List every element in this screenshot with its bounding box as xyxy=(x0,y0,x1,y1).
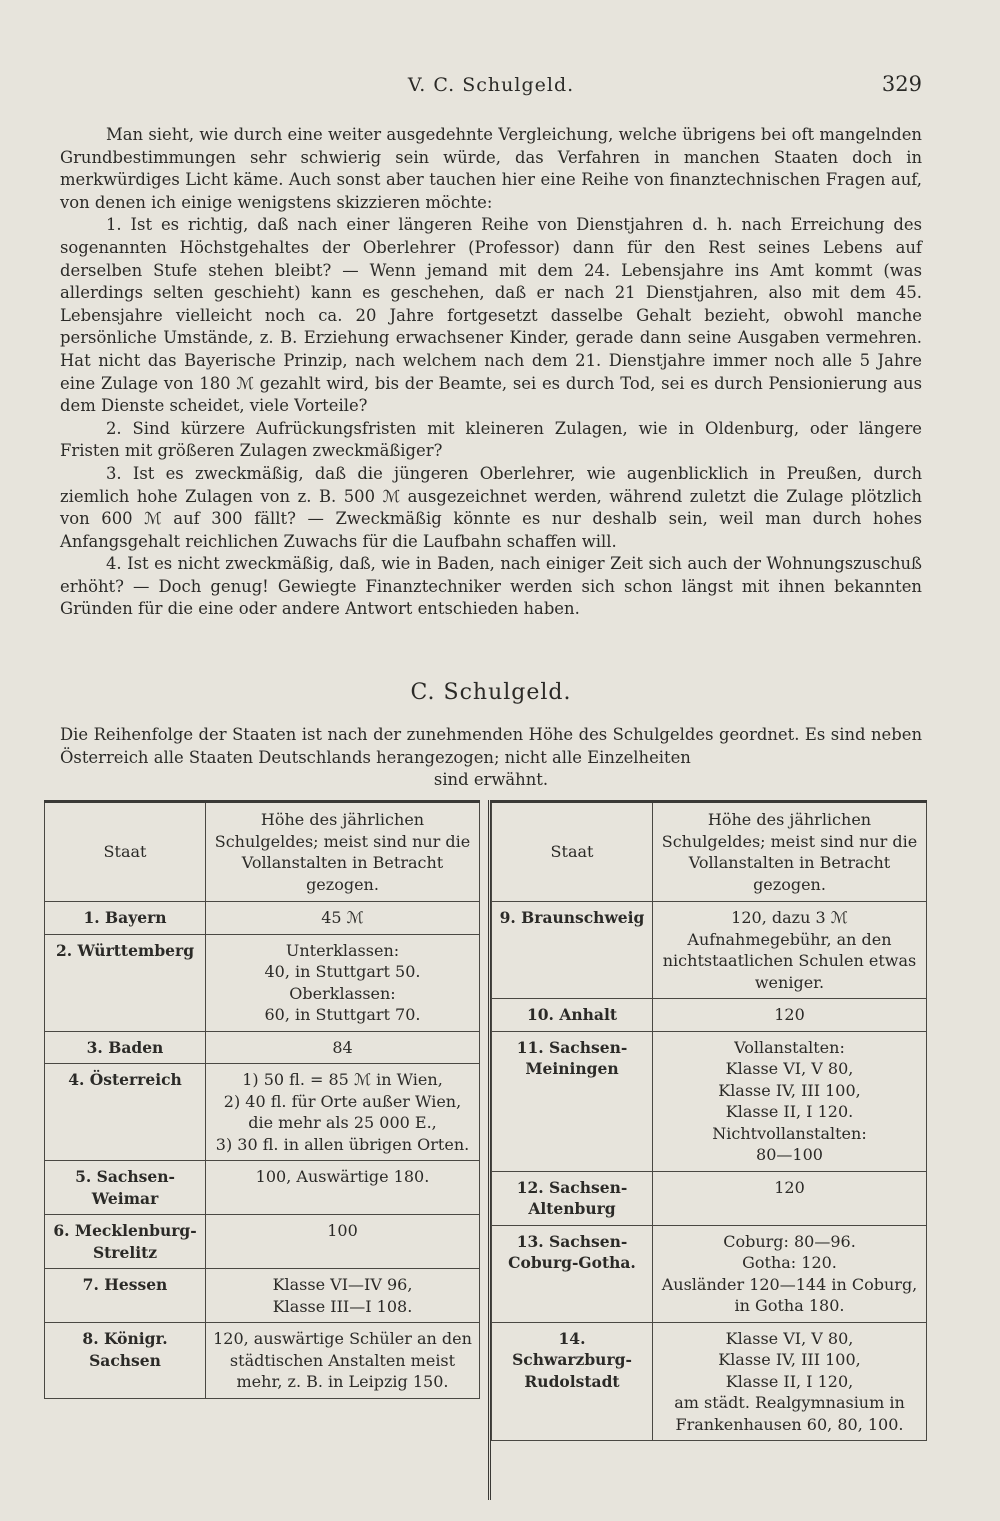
state-name: 3. Baden xyxy=(45,1031,206,1064)
section-intro xyxy=(60,724,922,792)
table-header-row xyxy=(45,802,480,902)
table-row xyxy=(492,999,927,1032)
state-name: 14. Schwarzburg-Rudolstadt xyxy=(492,1322,653,1441)
state-name: 13. Sachsen-Coburg-Gotha. xyxy=(492,1225,653,1322)
col-header-staat: Staat xyxy=(492,802,653,902)
table-row xyxy=(45,1064,480,1161)
state-name: 6. Mecklenburg-Strelitz xyxy=(45,1215,206,1269)
fee-value: 100 xyxy=(206,1215,480,1269)
paragraph: Man sieht, wie durch eine weiter ausgedehnte Vergleichung, welche übrigens bei oft mangelnden Grundbestimmungen sehr schwierig sein würde, das Verfahren in manchen Staaten doch in merkwürdiges Licht käme. Auch sonst aber tauchen hier eine Reihe von finanztechnischen Fragen auf, von denen ich einige wenigstens skizzieren möchte: xyxy=(60,125,922,212)
state-name: 7. Hessen xyxy=(45,1269,206,1323)
table-row xyxy=(492,1322,927,1441)
state-name: 11. Sachsen-Meiningen xyxy=(492,1031,653,1171)
table-right-half xyxy=(488,800,927,1500)
fee-value: 120 xyxy=(653,1171,927,1225)
table-row xyxy=(45,1269,480,1323)
table-row xyxy=(492,1031,927,1171)
table-row xyxy=(492,1225,927,1322)
fee-value: Unterklassen: 40, in Stuttgart 50. Oberklassen: 60, in Stuttgart 70. xyxy=(206,934,480,1031)
state-name: 9. Braunschweig xyxy=(492,902,653,999)
state-name: 4. Österreich xyxy=(45,1064,206,1161)
body-text xyxy=(60,124,922,621)
col-header-staat: Staat xyxy=(45,802,206,902)
fee-value: 120, auswärtige Schüler an den städtischen Anstalten meist mehr, z. B. in Leipzig 150. xyxy=(206,1323,480,1399)
state-name: 2. Württemberg xyxy=(45,934,206,1031)
paragraph: 3. Ist es zweckmäßig, daß die jüngeren Oberlehrer, wie augenblicklich in Preußen, durch ziemlich hohe Zulagen von z. B. 500 ℳ ausgezeichnet werden, während zuletzt die Zulage plötzlich von 600 ℳ auf 300 fällt? — Zweckmäßig könnte es nur deshalb sein, weil man durch hohes Anfangsgehalt reichlichen Zuwachs für die Laufbahn schaffen will. xyxy=(60,463,922,551)
paragraph: 4. Ist es nicht zweckmäßig, daß, wie in Baden, nach einiger Zeit sich auch der Wohnungszuschuß erhöht? — Doch genug! Gewiegte Finanztechniker werden sich schon längst mit ihnen bekannten Gründen für die eine oder andere Antwort entschieden haben. xyxy=(60,554,922,619)
table-left xyxy=(44,800,480,1399)
state-name: 10. Anhalt xyxy=(492,999,653,1032)
page-number: 329 xyxy=(881,72,922,96)
table-row xyxy=(492,902,927,999)
fee-value: 45 ℳ xyxy=(206,902,480,935)
paragraph: 1. Ist es richtig, daß nach einer längeren Reihe von Dienstjahren d. h. nach Erreichung des sogenannten Höchstgehaltes der Oberlehrer (Professor) dann für den Rest seines Lebens auf derselben Stufe stehen bleibt? — Wenn jemand mit dem 24. Lebensjahre ins Amt kommt (was allerdings selten geschieht) kann es geschehen, daß er nach 21 Dienstjahren, also mit dem 45. Lebensjahre vielleicht noch ca. 20 Jahre fortgesetzt dasselbe Gehalt bezieht, obwohl manche persönliche Umstände, z. B. Erziehung erwachsener Kinder, gerade dann seine Ausgaben vermehren. Hat nicht das Bayerische Prinzip, nach welchem nach dem 21. Dienstjahre immer noch alle 5 Jahre eine Zulage von 180 ℳ gezahlt wird, bis der Beamte, sei es durch Tod, sei es durch Pensionierung aus dem Dienste scheidet, viele Vorteile? xyxy=(60,215,922,416)
state-name: 1. Bayern xyxy=(45,902,206,935)
table-header-row xyxy=(492,802,927,902)
fee-value: 84 xyxy=(206,1031,480,1064)
col-header-hoehe: Höhe des jährlichen Schulgeldes; meist sind nur die Vollanstalten in Betracht gezogen. xyxy=(653,802,927,902)
fee-value: 100, Auswärtige 180. xyxy=(206,1161,480,1215)
fee-value: Klasse VI—IV 96, Klasse III—I 108. xyxy=(206,1269,480,1323)
intro-text: Die Reihenfolge der Staaten ist nach der zunehmenden Höhe des Schulgeldes geordnet. Es sind neben Österreich alle Staaten Deutschlands herangezogen; nicht alle Einzelheiten xyxy=(60,725,922,767)
col-header-hoehe: Höhe des jährlichen Schulgeldes; meist sind nur die Vollanstalten in Betracht gezogen. xyxy=(206,802,480,902)
table-row xyxy=(45,1161,480,1215)
intro-text-end: sind erwähnt. xyxy=(433,770,549,790)
table-row xyxy=(45,1031,480,1064)
state-name: 8. Königr. Sachsen xyxy=(45,1323,206,1399)
table-right xyxy=(491,800,927,1441)
schulgeld-table xyxy=(44,800,924,1500)
table-row xyxy=(45,1323,480,1399)
fee-value: Klasse VI, V 80, Klasse IV, III 100, Klasse II, I 120, am städt. Realgymnasium in Frankenhausen 60, 80, 100. xyxy=(653,1322,927,1441)
running-title: V. C. Schulgeld. xyxy=(407,74,575,96)
fee-value: 120 xyxy=(653,999,927,1032)
fee-value: 1) 50 fl. = 85 ℳ in Wien, 2) 40 fl. für Orte außer Wien, die mehr als 25 000 E., 3) 30 fl. in allen übrigen Orten. xyxy=(206,1064,480,1161)
table-row xyxy=(45,934,480,1031)
fee-value: Vollanstalten: Klasse VI, V 80, Klasse IV, III 100, Klasse II, I 120. Nichtvollanstalten: 80—100 xyxy=(653,1031,927,1171)
table-row xyxy=(45,1215,480,1269)
fee-value: Coburg: 80—96. Gotha: 120. Ausländer 120—144 in Coburg, in Gotha 180. xyxy=(653,1225,927,1322)
fee-value: 120, dazu 3 ℳ Aufnahmegebühr, an den nichtstaatlichen Schulen etwas weniger. xyxy=(653,902,927,999)
table-row xyxy=(45,902,480,935)
section-title: C. Schulgeld. xyxy=(410,680,572,705)
table-left-half xyxy=(44,800,480,1500)
state-name: 12. Sachsen-Altenburg xyxy=(492,1171,653,1225)
page-header xyxy=(60,70,922,104)
table-row xyxy=(492,1171,927,1225)
state-name: 5. Sachsen-Weimar xyxy=(45,1161,206,1215)
paragraph: 2. Sind kürzere Aufrückungsfristen mit kleineren Zulagen, wie in Oldenburg, oder längere Fristen mit größeren Zulagen zweckmäßiger? xyxy=(60,418,922,461)
